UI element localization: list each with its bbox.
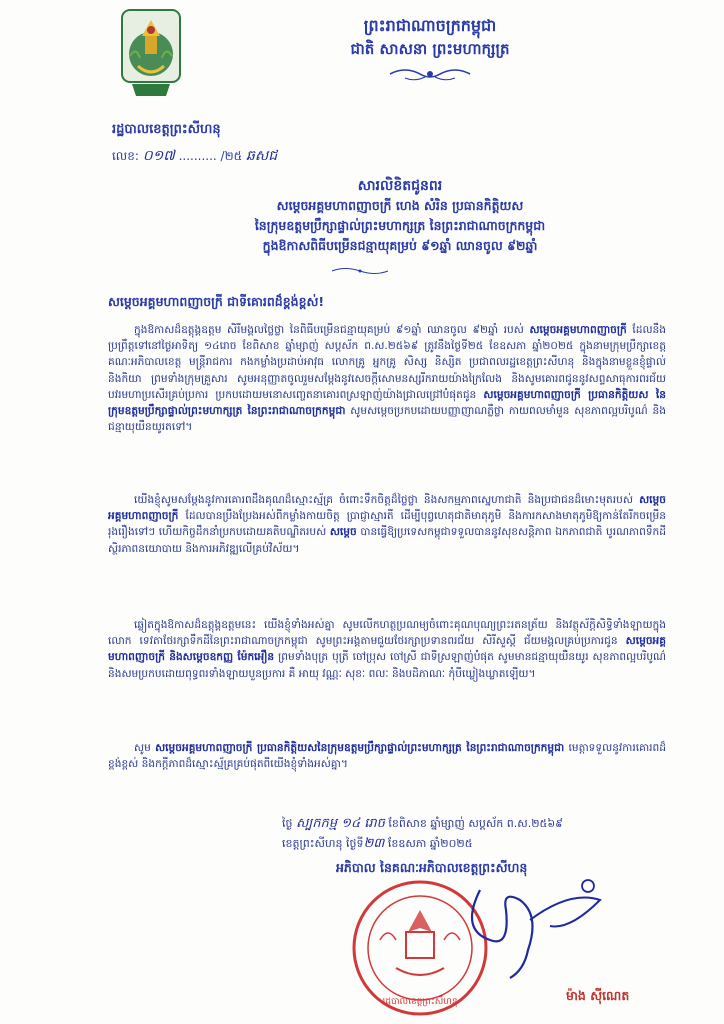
province-emblem-icon (118, 6, 184, 102)
issuing-office: រដ្ឋបាលខេត្តព្រះសីហនុ (112, 122, 221, 137)
p3-bold-b: សម្តេចអគ្គមហាពញាចក្រី និងសម្តេចឧកញ្ញ ម៉ែកអឿន (108, 635, 666, 664)
p2-bold-b: សម្តេចអគ្គមហាពញាចក្រី (108, 494, 666, 523)
p4-text-c: មេត្តាទទួលនូវការគោរពដ៏ខ្ពង់ខ្ពស់ និងកក្តីភាពដ៏ស្មោះស្ម័គ្រគ្រប់ផុតពីយើងខ្ញុំទាំងអស់គ្នា។ (108, 742, 666, 771)
solar-prefix: ខេត្តព្រះសីហនុ ថ្ងៃទី (282, 837, 364, 850)
title-line-3: នៃក្រុមឧត្តមប្រឹក្សាផ្ទាល់ព្រះមហាក្សត្រ នៃព្រះរាជាណាចក្រកម្ពុជា (254, 218, 546, 233)
ornament-divider-icon (385, 64, 475, 84)
body-paragraph-2 (108, 492, 666, 612)
reference-hand-suffix: ឆសជ (246, 148, 278, 164)
p2-text-a: យើងខ្ញុំសូមសម្តែងនូវការគោរពដឹងគុណដ៏ស្មោះស្ម័គ្រ ចំពោះទឹកចិត្តដ៏ថ្លៃថ្លា និងសកម្មភាពស្នេហាជាតិ និងប្រជាជនដ៏មោះមុតរបស់ (134, 494, 640, 506)
reference-dots: .......... (178, 149, 217, 163)
reference-hand-number: ០១៧ (142, 148, 175, 164)
title-line-4: ក្នុងឱកាសពិធីបម្រើនជន្មាយុគម្រប់ ៩១ឆ្នាំ ឈានចូល ៩២ឆ្នាំ (262, 238, 538, 253)
solar-date (282, 834, 563, 854)
p1-text-e: សូមសម្តេចប្រកបដោយបញ្ញាញាណភ្លឺថ្លា កាយពលមាំមួន សុខភាពល្អបរិបូណ៌ និងជន្មាយុយឺនយូរតទៅ។ (108, 405, 666, 434)
signer-name: ម៉ាង ស៊ីណេត (566, 988, 630, 1003)
title-line-1: សារលិខិតជូនពរ (357, 178, 443, 194)
body-paragraph-3 (108, 617, 666, 737)
lunar-suffix: ខែពិសាខ ឆ្នាំម្សាញ់ សប្តស័ក ព.ស.២៥៦៩ (384, 817, 563, 830)
reference-number (112, 146, 277, 167)
p4-text-a: សូម (134, 742, 156, 754)
body-paragraph-1 (108, 322, 666, 487)
p3-text-c: ព្រមទាំងបុត្រ បុត្រី ចៅប្រុស ចៅស្រី ជាទីស្រឡាញ់បំផុត សូមមានជន្មាយុយឺនយូរ សុខភាពល្អបរិបូណ៌ និងសមប្រកបដោយពុទ្ធពរទាំងឡាយបួនប្រការ គឺ អាយុ វណ្ណៈ សុខៈ ពលៈ និងបដិភាណៈ កុំបីឃ្លៀងឃ្លាតឡើយ។ (108, 651, 666, 680)
p1-bold-b: សម្តេចអគ្គមហាពញាចក្រី (529, 324, 627, 336)
lunar-date (282, 814, 563, 834)
p1-bold-d: សម្តេចអគ្គមហាពញាចក្រី ប្រធានកិត្តិយស នៃក្រុមឧត្តមប្រឹក្សាផ្ទាល់ព្រះមហាក្សត្រ នៃព្រះរាជាណាចក្រកម្ពុជា (108, 388, 666, 418)
solar-hand: ២៣ (363, 836, 385, 851)
letter-title (150, 176, 650, 256)
p2-bold-d: សម្តេច (329, 526, 357, 539)
p1-text-c: ដែលនឹងប្រព្រឹត្តទៅនៅថ្ងៃអាទិត្យ ១៤រោច ខែពិសាខ ឆ្នាំម្សាញ់ សប្តស័ក ព.ស.២៥៦៩ ត្រូវនឹងថ្ងៃទី២៥ ខែឧសភា ឆ្នាំ២០២៥ ក្នុងនាមក្រុមប្រឹក្សាខេត្ត គណៈអភិបាលខេត្ត មន្ត្រីរាជការ កងកម្លាំងប្រដាប់អាវុធ លោកគ្រូ អ្នកគ្រូ សិស្ស និស្សិត ប្រជាពលរដ្ឋខេត្តព្រះសីហនុ និងក្នុងនាមខ្លួនខ្ញុំផ្ទាល់ និងកិយា ព្រមទាំងក្រុមគ្រួសារ សូមអនុញ្ញាតចូលរួមសម្តែងនូវសេចក្តីសោមនស្សរីករាយយ៉ាងក្រៃលែង និងសូមគោរពជូននូវសព្ទសាធុការពរជ័យ បវរមហាប្រសើរគ្រប់ប្រការ ប្រកបដោយមនោសញ្ចេតនាគោរពស្រឡាញ់យ៉ាងជ្រាលជ្រៅបំផុតជូន (108, 324, 666, 401)
kingdom-header (300, 14, 560, 84)
solar-suffix: ខែឧសភា ឆ្នាំ២០២៥ (384, 837, 473, 850)
seal-text: រដ្ឋបាលខេត្តព្រះសីហនុ (382, 997, 458, 1007)
p3-text-a: ឆ្លៀតក្នុងឱកាសដ៏ឧត្តុង្គឧត្តមនេះ យើងខ្ញុំទាំងអស់គ្នា សូមលើកហត្ថប្រណម្យចំពោះគុណបុណ្យព្រះរតនត្រ័យ និងវត្ថុស័ក្តិសិទ្ធិទាំងឡាយក្នុងលោក ទេវតាថែរក្សាទឹកដីនៃព្រះរាជាណាចក្រកម្ពុជា សូមព្រះអង្គតាមជួយថែរក្សាប្រទានពរជ័យ សិរីសួស្តី ជ័យមង្គលគ្រប់ប្រការជូន (108, 619, 666, 648)
date-block (282, 814, 563, 854)
salutation: សម្តេចអគ្គមហាពញាចក្រី ជាទីគោរពដ៏ខ្ពង់ខ្ពស់! (108, 294, 325, 309)
lunar-prefix: ថ្ងៃ (282, 817, 293, 830)
title-separator-icon (330, 266, 390, 276)
p1-text-a: ក្នុងឱកាសដ៏ឧត្តុង្គឧត្តម សិរីមង្គលថ្លៃថ្លា នៃពិធីបម្រើនជន្មាយុគម្រប់ ៩១ឆ្នាំ ឈានចូល ៩២ឆ្នាំ របស់ (134, 324, 524, 336)
kingdom-title: ព្រះរាជាណាចក្រកម្ពុជា (363, 16, 497, 35)
lunar-hand: ស្បកកម្ម ១៤ រោច (295, 816, 385, 831)
p2-text-e: បានធ្វើឱ្យប្រទេសកម្ពុជាទទួលបាននូវសុខសន្តិភាព ឯកភាពជាតិ បូរណភាពទឹកដី ស្ថិរភាពនយោបាយ និងការអភិវឌ្ឍលើគ្រប់វិស័យ។ (108, 526, 666, 555)
p4-bold-b: សម្តេចអគ្គមហាពញាចក្រី ប្រធានកិត្តិយសនៃក្រុមឧត្តមប្រឹក្សាផ្ទាល់ព្រះមហាក្សត្រ នៃព្រះរាជាណាចក្រកម្ពុជា (155, 742, 565, 754)
signer-title: អភិបាល នៃគណៈអភិបាលខេត្តព្រះសីហនុ (336, 860, 528, 875)
title-line-2: សម្តេចអគ្គមហាពញាចក្រី ហេង សំរិន ប្រធានកិត្តិយស (276, 198, 524, 213)
reference-suffix: /២៥ (220, 149, 243, 163)
p2-text-c: ដែលបានប្រឹងប្រែងអស់ពីកម្លាំងកាយចិត្ត ប្រាជ្ញាស្មារតី ដើម្បីបុព្វហេតុជាតិមាតុភូមិ និងការកសាងមាតុភូមិឱ្យកាន់តែរីកចម្រើនរុងរឿងទៅៗ ហើយកិច្ចដឹកនាំប្រកបដោយគតិបណ្ឌិតរបស់ (108, 510, 666, 539)
reference-prefix: លេខ: (112, 149, 139, 163)
signature-icon (450, 870, 620, 990)
national-motto: ជាតិ សាសនា ព្រះមហាក្សត្រ (350, 40, 510, 58)
body-paragraph-4 (108, 740, 666, 800)
